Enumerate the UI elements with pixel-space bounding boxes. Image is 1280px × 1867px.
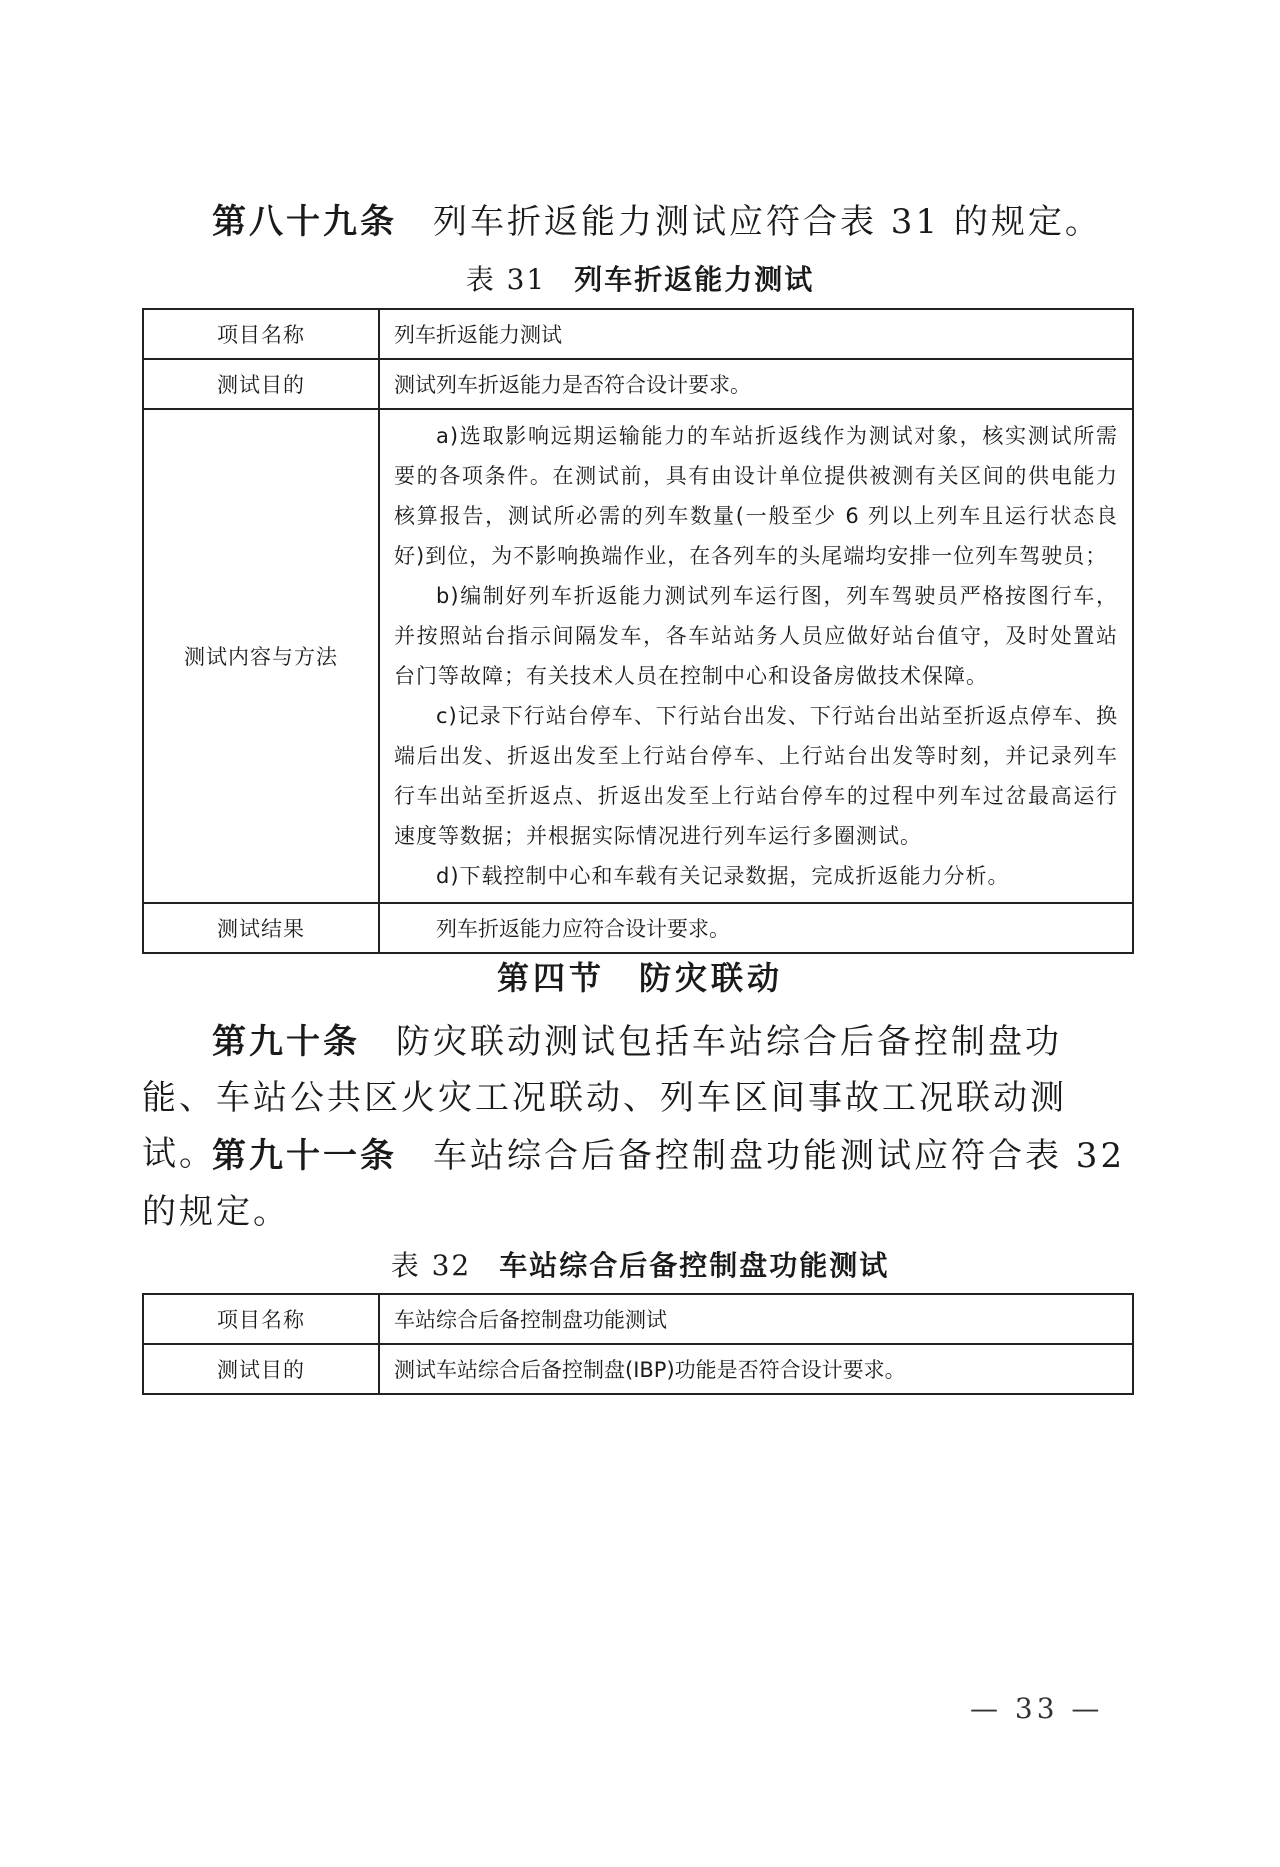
- table-32-caption: [0, 1244, 1280, 1284]
- row-label: 测试结果: [143, 903, 379, 953]
- method-paragraph-d: d)下载控制中心和车载有关记录数据，完成折返能力分析。: [436, 864, 1010, 888]
- article-number: 第九十一条: [212, 1136, 397, 1176]
- table-31: [142, 308, 1134, 954]
- page-number: — 33 —: [970, 1692, 1104, 1725]
- table-32: [142, 1293, 1134, 1395]
- row-value: 列车折返能力应符合设计要求。: [379, 903, 1133, 953]
- article-text: 防灾联动测试包括车站综合后备控制盘功能、车站公共区火灾工况联动、列车区间事故工况联动测试。: [142, 1022, 1067, 1174]
- row-value: 车站综合后备控制盘功能测试: [379, 1294, 1133, 1344]
- method-paragraph-b: b)编制好列车折返能力测试列车运行图，列车驾驶员严格按图行车，并按照站台指示间隔发车，各车站站务人员应做好站台值守，及时处置站台门等故障；有关技术人员在控制中心和设备房做技术保障。: [394, 584, 1118, 688]
- row-value: 测试车站综合后备控制盘(IBP)功能是否符合设计要求。: [379, 1344, 1133, 1394]
- table-row: [143, 1294, 1133, 1344]
- row-label: 项目名称: [143, 309, 379, 359]
- table-row: [143, 309, 1133, 359]
- article-text: 车站综合后备控制盘功能测试应符合表 32 的规定。: [142, 1136, 1126, 1232]
- section-name: 防灾联动: [639, 959, 784, 997]
- table-31-caption: [0, 258, 1280, 298]
- table-row: [143, 1344, 1133, 1394]
- row-value: 列车折返能力测试: [379, 309, 1133, 359]
- row-label: 测试内容与方法: [143, 409, 379, 903]
- method-paragraph-a: a)选取影响远期运输能力的车站折返线作为测试对象，核实测试所需要的各项条件。在测试前，具有由设计单位提供被测有关区间的供电能力核算报告，测试所必需的列车数量(一般至少 6 列以上列车且运行状态良好)到位，为不影响换端作业，在各列车的头尾端均安排一位列车驾驶员；: [394, 424, 1118, 568]
- article-number: 第八十九条: [212, 202, 397, 242]
- method-paragraph-c: c)记录下行站台停车、下行站台出发、下行站台出站至折返点停车、换端后出发、折返出发至上行站台停车、上行站台出发等时刻，并记录列车行车出站至折返点、折返出发至上行站台停车的过程中列车过岔最高运行速度等数据；并根据实际情况进行列车运行多圈测试。: [394, 704, 1118, 848]
- row-label: 项目名称: [143, 1294, 379, 1344]
- method-cell: [379, 409, 1133, 903]
- table-31-title: 列车折返能力测试: [574, 263, 815, 296]
- table-row: [143, 409, 1133, 903]
- table-32-title: 车站综合后备控制盘功能测试: [499, 1249, 890, 1282]
- article-89: [142, 194, 1132, 250]
- table-row: [143, 903, 1133, 953]
- article-number: 第九十条: [212, 1022, 360, 1062]
- table-row: [143, 359, 1133, 409]
- row-value: 测试列车折返能力是否符合设计要求。: [379, 359, 1133, 409]
- row-label: 测试目的: [143, 1344, 379, 1394]
- table-31-number: 表 31: [465, 263, 547, 296]
- row-label: 测试目的: [143, 359, 379, 409]
- table-32-number: 表 32: [390, 1249, 472, 1282]
- article-text: 列车折返能力测试应符合表 31 的规定。: [433, 202, 1102, 242]
- section-number: 第四节: [496, 959, 605, 997]
- section-title: [0, 953, 1280, 999]
- article-91: [142, 1128, 1132, 1240]
